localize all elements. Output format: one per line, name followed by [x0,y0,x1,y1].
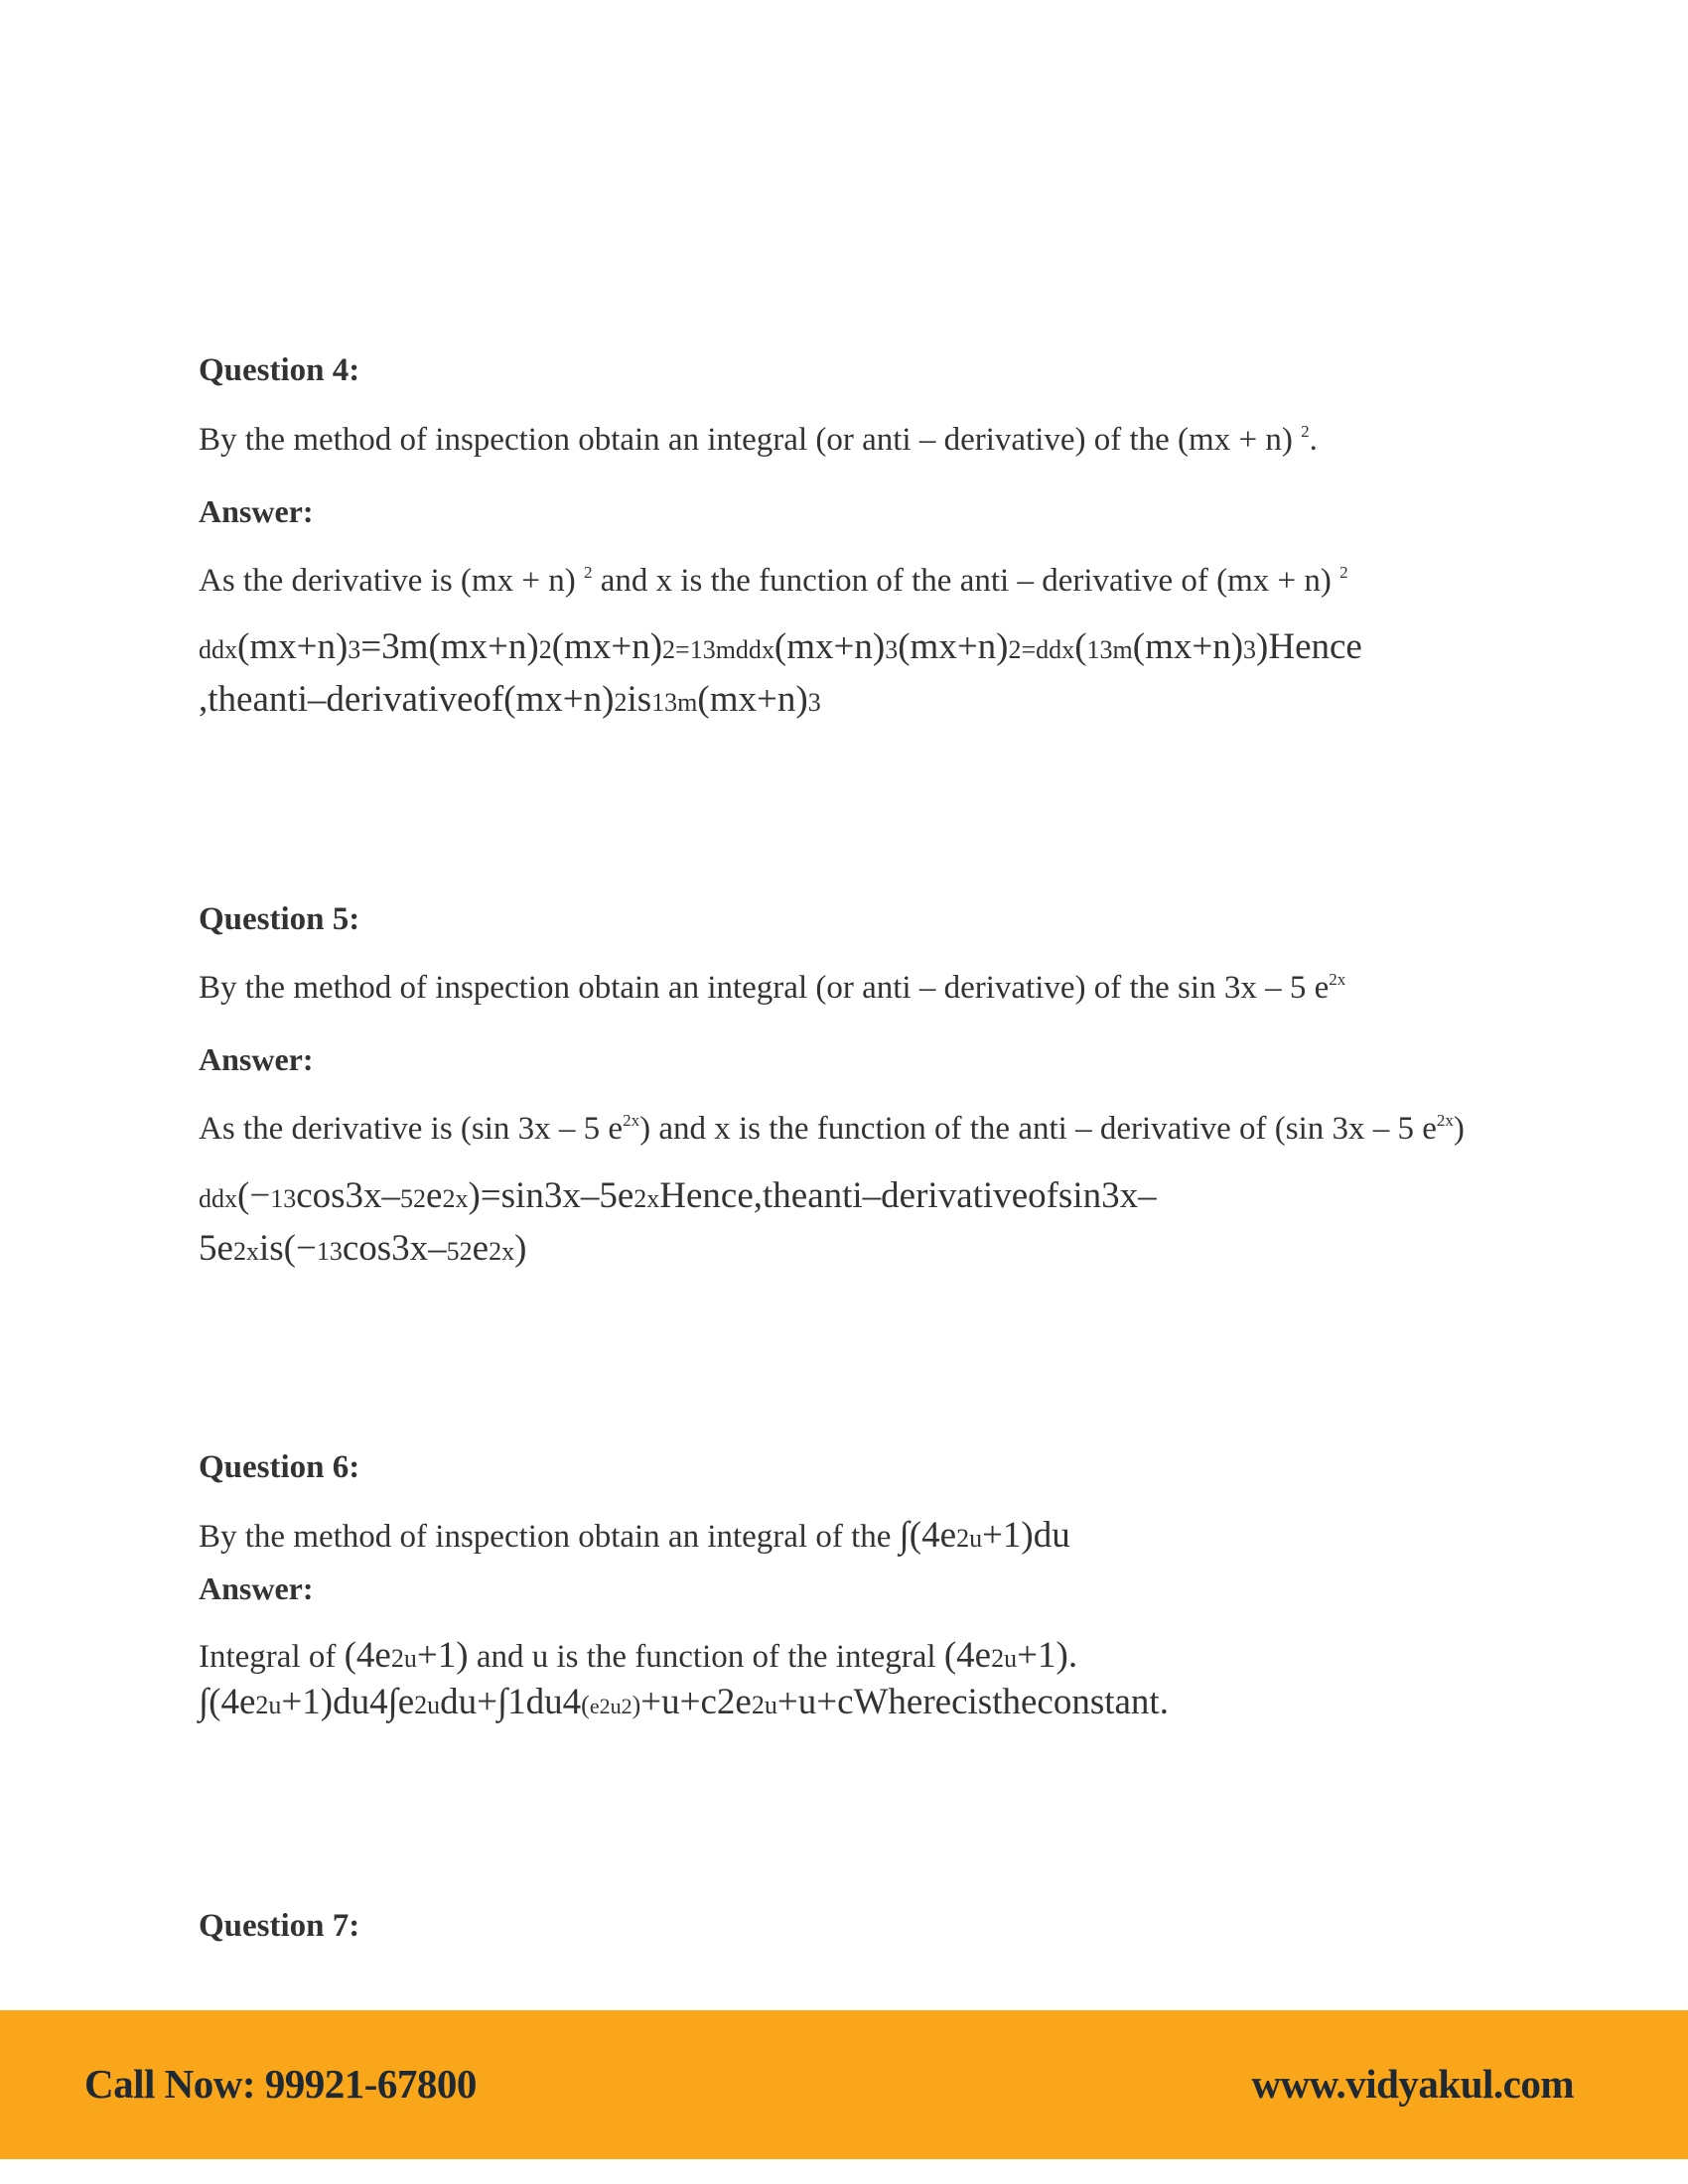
question-5-heading: Question 5: [199,901,360,937]
question-6-heading: Question 6: [199,1449,360,1485]
question-6-answer-text: Integral of (4e2u+1) and u is the function of the integral (4e2u+1). [199,1635,1078,1676]
question-5-text: By the method of inspection obtain an integral (or anti – derivative) of the sin 3x – 5 $e^{2x}$ [199,970,1346,1006]
question-6-text: By the method of inspection obtain an integral of the ∫(4e2u+1)du [199,1515,1070,1556]
question-5-math-line-1: ddx(−13cos3x–52e2x)=sin3x–5e2xHence,theanti–derivativeofsin3x– [199,1175,1157,1216]
question-4-math-line-1: ddx(mx+n)3=3m(mx+n)2(mx+n)2=13mddx(mx+n)3(mx+n)2=ddx(13m(mx+n)3)Hence [199,626,1362,667]
question-5-answer-label: Answer: [199,1041,314,1077]
question-4-math-line-2: ,theanti–derivativeof(mx+n)2is13m(mx+n)3 [199,679,821,720]
question-6-math [199,1678,1549,1731]
call-now-phone[interactable]: Call Now: 99921-67800 [84,2061,477,2107]
question-4-answer-text: As the derivative is (mx + n) $^2$ and x is the function of the anti – derivative of (mx + n) $^2$ [199,563,1348,599]
question-4-text: By the method of inspection obtain an integral (or anti – derivative) of the (mx + n) $^2$. [199,422,1318,458]
question-4-answer-label: Answer: [199,493,314,529]
question-5-math-line-2: 5e2xis(−13cos3x–52e2x) [199,1228,527,1269]
footer-banner [0,2010,1688,2159]
question-5-math [199,1171,1549,1277]
website-link[interactable]: www.vidyakul.com [1251,2061,1574,2107]
question-6-math-line: ∫(4e2u+1)du4∫e2udu+∫1du4(e2u2)+u+c2e2u+u+cWherecistheconstant. [199,1682,1169,1722]
question-6-answer-label: Answer: [199,1570,314,1606]
question-4-math [199,622,1549,728]
question-7-heading: Question 7: [199,1908,360,1944]
question-4-heading: Question 4: [199,352,360,388]
question-5-answer-text: As the derivative is (sin 3x – 5 $e^{2x}$) and x is the function of the anti – derivative of (sin 3x – 5 $e^{2x}$) [199,1111,1465,1147]
